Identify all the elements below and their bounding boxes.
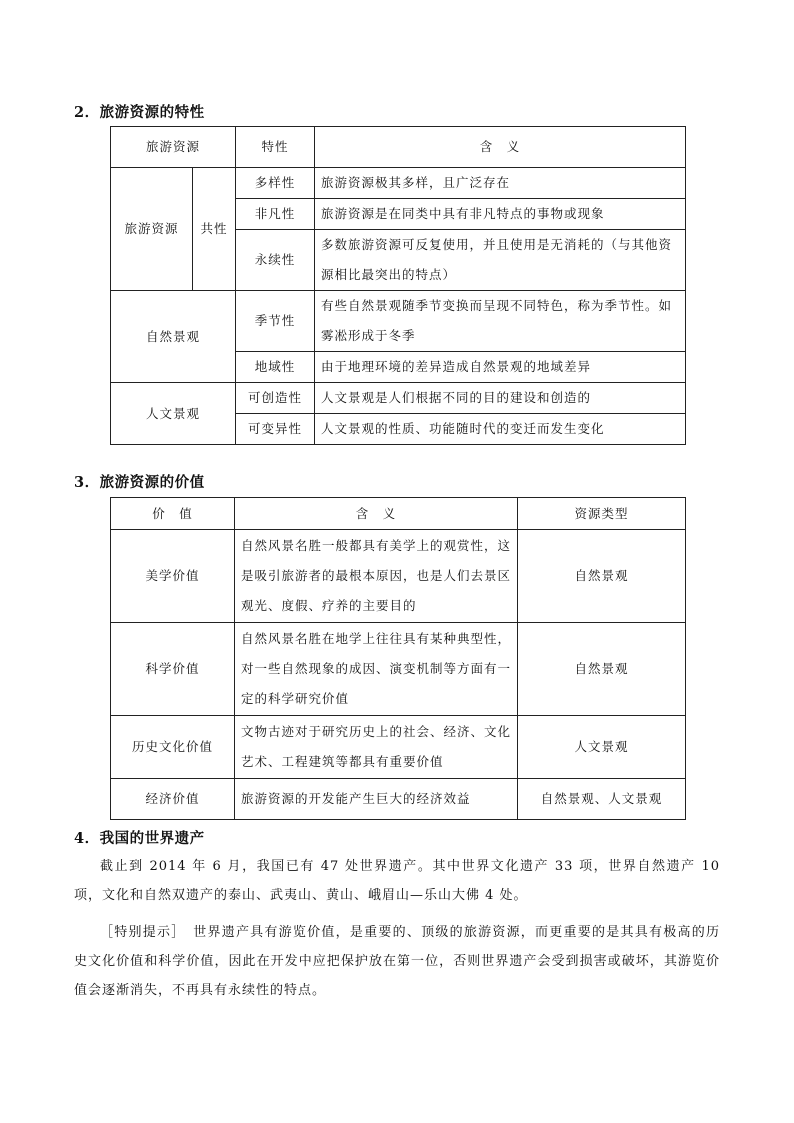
header-cell-meaning: 含 义 bbox=[235, 498, 518, 530]
meaning-cell: 旅游资源的开发能产生巨大的经济效益 bbox=[235, 779, 518, 820]
type-cell: 自然景观 bbox=[518, 530, 686, 623]
section-heading-heritage: 4．我国的世界遗产 bbox=[74, 830, 205, 847]
type-cell: 人文景观 bbox=[518, 716, 686, 779]
trait-cell: 可变异性 bbox=[236, 414, 315, 445]
header-cell-meaning: 含 义 bbox=[315, 127, 686, 168]
special-tip-text: 世界遗产具有游览价值，是重要的、顶级的旅游资源，而更重要的是其具有极高的历史文化价值和科学价值，因此在开发中应把保护放在第一位，否则世界遗产会受到损害或破坏，其游览价值会逐渐消失，不再具有永续性的特点。 bbox=[74, 925, 720, 998]
meaning-cell: 有些自然景观随季节变换而呈现不同特色，称为季节性。如雾凇形成于冬季 bbox=[315, 291, 686, 352]
table-header-row bbox=[111, 127, 686, 168]
header-cell-resource: 旅游资源 bbox=[111, 127, 236, 168]
meaning-cell: 旅游资源极其多样，且广泛存在 bbox=[315, 168, 686, 199]
trait-cell: 可创造性 bbox=[236, 383, 315, 414]
value-table bbox=[110, 497, 686, 820]
value-cell: 美学价值 bbox=[111, 530, 235, 623]
group-label-cultural: 人文景观 bbox=[111, 383, 236, 445]
meaning-cell: 人文景观是人们根据不同的目的建设和创造的 bbox=[315, 383, 686, 414]
section-heading-characteristics: 2．旅游资源的特性 bbox=[74, 104, 205, 121]
trait-cell: 非凡性 bbox=[236, 199, 315, 230]
table-row bbox=[111, 291, 686, 352]
special-tip-label: ［特别提示］ bbox=[100, 925, 179, 940]
type-cell: 自然景观 bbox=[518, 623, 686, 716]
meaning-cell: 文物古迹对于研究历史上的社会、经济、文化艺术、工程建筑等都具有重要价值 bbox=[235, 716, 518, 779]
meaning-cell: 自然风景名胜一般都具有美学上的观赏性，这是吸引旅游者的最根本原因，也是人们去景区观光、度假、疗养的主要目的 bbox=[235, 530, 518, 623]
type-cell: 自然景观、人文景观 bbox=[518, 779, 686, 820]
trait-cell: 多样性 bbox=[236, 168, 315, 199]
table-row bbox=[111, 530, 686, 623]
heritage-paragraph: 截止到 2014 年 6 月，我国已有 47 处世界遗产。其中世界文化遗产 33 项，世界自然遗产 10 项，文化和自然双遗产的泰山、武夷山、黄山、峨眉山—乐山大佛 4 处。 bbox=[74, 859, 720, 903]
trait-cell: 季节性 bbox=[236, 291, 315, 352]
meaning-cell: 旅游资源是在同类中具有非凡特点的事物或现象 bbox=[315, 199, 686, 230]
table-row bbox=[111, 779, 686, 820]
meaning-cell: 人文景观的性质、功能随时代的变迁而发生变化 bbox=[315, 414, 686, 445]
meaning-cell: 多数旅游资源可反复使用，并且使用是无消耗的（与其他资源相比最突出的特点） bbox=[315, 230, 686, 291]
meaning-cell: 自然风景名胜在地学上往往具有某种典型性，对一些自然现象的成因、演变机制等方面有一定的科学研究价值 bbox=[235, 623, 518, 716]
special-tip-paragraph bbox=[74, 918, 720, 1005]
header-cell-trait: 特性 bbox=[236, 127, 315, 168]
group-sub-common: 共性 bbox=[193, 168, 236, 291]
table-row bbox=[111, 383, 686, 414]
section-heading-value: 3．旅游资源的价值 bbox=[74, 474, 205, 491]
group-label-tourism: 旅游资源 bbox=[111, 168, 193, 291]
value-cell: 科学价值 bbox=[111, 623, 235, 716]
meaning-cell: 由于地理环境的差异造成自然景观的地域差异 bbox=[315, 352, 686, 383]
header-cell-type: 资源类型 bbox=[518, 498, 686, 530]
table-row bbox=[111, 716, 686, 779]
value-cell: 经济价值 bbox=[111, 779, 235, 820]
value-cell: 历史文化价值 bbox=[111, 716, 235, 779]
table-header-row bbox=[111, 498, 686, 530]
characteristics-table bbox=[110, 126, 686, 445]
trait-cell: 永续性 bbox=[236, 230, 315, 291]
group-label-natural: 自然景观 bbox=[111, 291, 236, 383]
trait-cell: 地域性 bbox=[236, 352, 315, 383]
header-cell-value: 价 值 bbox=[111, 498, 235, 530]
table-row bbox=[111, 623, 686, 716]
table-row bbox=[111, 168, 686, 199]
